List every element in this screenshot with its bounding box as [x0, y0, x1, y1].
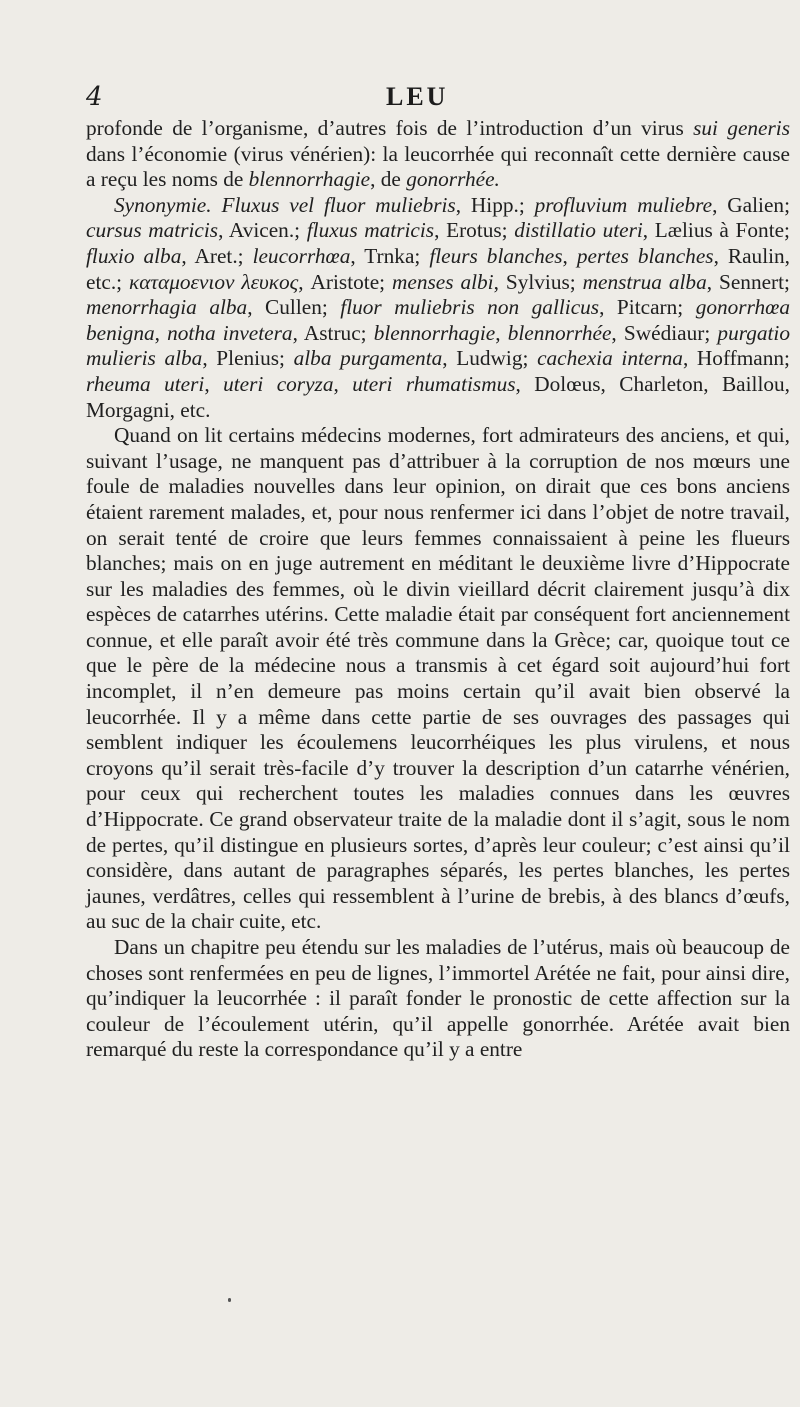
italic-text-segment: fluxus matricis: [306, 218, 435, 243]
text-segment: , Plenius;: [202, 346, 294, 371]
text-segment: , Galien;: [712, 192, 790, 217]
italic-text-segment: Synonymie. Fluxus vel fluor muliebris: [114, 192, 456, 217]
ink-speck: [228, 1298, 231, 1302]
italic-text-segment: uteri coryza: [223, 371, 334, 396]
text-segment: dans l’économie (virus vénérien): la leucorrhée qui reconnaît cette dernière cause a reçu les noms de: [86, 141, 790, 192]
italic-text-segment: alba purgamenta: [293, 346, 443, 371]
italic-text-segment: menses albi: [392, 269, 494, 294]
italic-text-segment: gonorrhée.: [406, 167, 500, 192]
italic-text-segment: distillatio uteri: [514, 218, 643, 243]
italic-text-segment: menstrua alba: [582, 269, 707, 294]
italic-text-segment: uteri rhumatismus: [352, 371, 516, 396]
text-segment: ,: [204, 371, 224, 396]
text-segment: , Cullen;: [247, 295, 341, 320]
italic-text-segment: blennorrhée: [507, 320, 612, 345]
paragraph-p1: [86, 116, 790, 193]
italic-text-segment: rheuma uteri: [86, 371, 205, 396]
text-segment: ,: [333, 371, 353, 396]
italic-text-segment: profluvium muliebre: [534, 192, 713, 217]
italic-text-segment: fleurs blanches: [429, 243, 563, 268]
text-segment: , Pitcarn;: [599, 295, 696, 320]
italic-text-segment: blennorrhagie: [248, 167, 371, 192]
italic-text-segment: gonorrhœa benigna: [86, 295, 790, 345]
text-segment: Quand on lit certains médecins modernes, fort admirateurs des anciens, et qui, suivant l’usage, ne manquent pas d’attribuer à la corruption de nos mœurs une foule de maladies nouvelles dans leur opinion, on dirait que ces bons anciens étaient rarement malades, et, pour nous renfermer ici dans l’objet de notre travail, on serait tenté de croire que leurs femmes connaissaient à peine les flueurs blanches; mais on en juge autrement en méditant le deuxième livre d’Hippocrate sur les maladies des femmes, où le divin vieillard décrit clairement jusqu’à dix espèces de catarrhes utérins. Cette maladie était par conséquent fort anciennement connue, et elle paraît avoir été très commune dans la Grèce; car, quoique tout ce que le père de la médecine nous a transmis à cet égard soit aujourd’hui fort incomplet, il n’en demeure pas moins certain qu’il avait bien observé la leucorrhée. Il y a même dans cette partie de ses ouvrages des passages qui semblent indiquer les écoulemens leucorrhéiques les plus virulens, et nous croyons qu’il serait très-facile d’y trouver la description d’un catarrhe vénérien, pour ceux qui recherchent toutes les maladies connues dans les œuvres d’Hippocrate. Ce grand observateur traite de la maladie dont il s’agit, sous le nom de pertes, qu’il distingue en plusieurs sortes, d’après leur couleur; c’est ainsi qu’il considère, dans autant de paragraphes séparés, les pertes blanches, les pertes jaunes, verdâtres, celles qui ressemblent à l’urine de brebis, à des blancs d’œufs, au suc de la chair cuite, etc.: [86, 423, 790, 934]
text-segment: , Astruc;: [292, 320, 374, 345]
text-segment: profonde de l’organisme, d’autres fois de l’introduction d’un virus: [86, 116, 694, 140]
text-segment: , Sylvius;: [493, 269, 583, 294]
text-segment: , Erotus;: [434, 218, 515, 243]
text-segment: Dans un chapitre peu étendu sur les maladies de l’utérus, mais où beaucoup de choses sont renfermées en peu de lignes, l’immortel Arétée ne fait, pour ainsi dire, qu’indiquer la leucorrhée : il paraît fonder le pronostic de cette affection sur la couleur de l’écoulement utérin, qu’il appelle gonorrhée. Arétée avait bien remarqué du reste la correspondance qu’il y a entre: [86, 935, 790, 1062]
italic-text-segment: leucorrhœa: [252, 243, 351, 268]
text-segment: , Hoffmann;: [682, 346, 790, 371]
italic-text-segment: menorrhagia alba: [86, 295, 248, 320]
page-header: [86, 82, 790, 116]
page-number: 4: [86, 82, 103, 112]
italic-text-segment: cachexia interna: [537, 346, 683, 371]
running-head: LEU: [386, 82, 449, 111]
text-segment: , de: [370, 167, 407, 192]
italic-text-segment: sui generis: [693, 116, 790, 140]
italic-text-segment: fluxio alba: [86, 243, 182, 268]
text-segment: ,: [154, 320, 168, 345]
text-segment: ,: [495, 320, 508, 345]
italic-text-segment: blennorrhagie: [373, 320, 496, 345]
text-segment: , Avicen.;: [218, 218, 307, 243]
text-segment: , Sennert;: [706, 269, 790, 294]
text-segment: , Aret.;: [181, 243, 253, 268]
italic-text-segment: fluor muliebris non gallicus: [340, 295, 600, 320]
text-segment: , Swédiaur;: [611, 320, 718, 345]
text-segment: , Dolœus, Charleton, Baillou, Morgagni, etc.: [86, 371, 791, 422]
text-segment: ,: [562, 243, 577, 268]
italic-text-segment: καταμοενιον λευκος: [129, 269, 299, 294]
text-segment: , Aristote;: [298, 269, 393, 294]
paragraph-p3: [86, 423, 790, 935]
italic-text-segment: notha invetera: [167, 320, 293, 345]
text-segment: , Raulin, etc.;: [86, 243, 791, 294]
text-segment: , Ludwig;: [442, 346, 538, 371]
text-segment: , Lælius à Fonte;: [642, 218, 790, 243]
body-text: [86, 116, 790, 1063]
italic-text-segment: purgatio mulieris alba: [86, 320, 790, 371]
italic-text-segment: pertes blanches: [576, 243, 714, 268]
text-segment: , Hipp.;: [455, 192, 535, 217]
paragraph-p2: [86, 193, 790, 423]
paragraph-p4: [86, 935, 790, 1063]
italic-text-segment: cursus matricis: [86, 218, 219, 243]
text-segment: , Trnka;: [350, 243, 430, 268]
